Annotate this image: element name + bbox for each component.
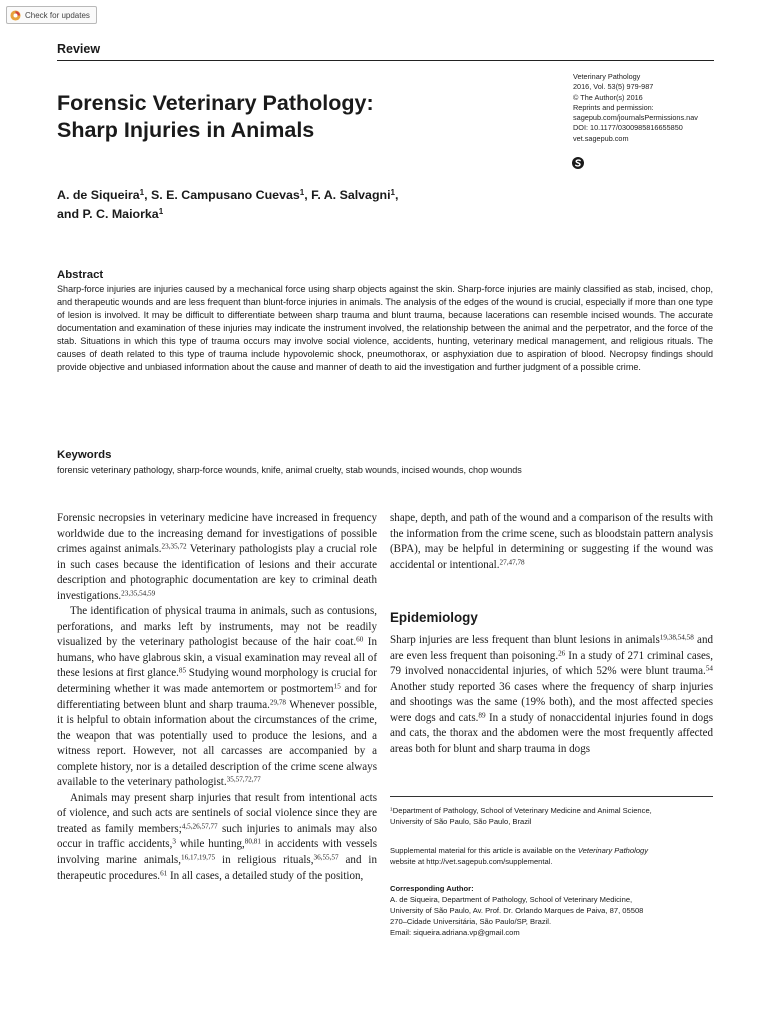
body-text: and for differentiating between blunt and sharp trauma. bbox=[57, 683, 377, 711]
body-text: while hunting, bbox=[175, 838, 245, 851]
footnote-line: University of São Paulo, Av. Prof. Dr. Orlando Marques de Paiva, 87, 05508 bbox=[390, 906, 644, 915]
citation-ref[interactable]: 60 bbox=[356, 635, 364, 644]
check-for-updates-badge[interactable] bbox=[6, 6, 97, 24]
citation-ref[interactable]: 19,38,54,58 bbox=[659, 633, 694, 642]
body-text: Sharp injuries are less frequent than blunt lesions in animals bbox=[390, 634, 660, 646]
citation-ref[interactable]: 26 bbox=[558, 648, 566, 657]
body-text: Studying wound morphology is crucial for determining whether it was made antemortem or postmortem bbox=[57, 667, 377, 696]
author-4-affil: 1 bbox=[158, 206, 164, 216]
affiliation-marker: 1 bbox=[390, 807, 393, 813]
doi-link[interactable]: DOI: 10.1177/0300985816655850 bbox=[573, 123, 683, 133]
body-text: Another study reported 36 cases where the frequency of sharp injuries and shootings was the same (19% both), and the most affected species were dogs and cats. bbox=[390, 680, 713, 724]
body-text: In a study of 271 criminal cases, 79 involved nonaccidental injuries, of which 52% were blunt trauma. bbox=[390, 649, 713, 678]
author-1: A. de Siqueira bbox=[57, 188, 140, 202]
author-line-end: , bbox=[395, 188, 399, 202]
paragraph bbox=[57, 791, 377, 884]
supplemental-link[interactable]: website at http://vet.sagepub.com/supplemental. bbox=[390, 857, 553, 866]
email-link[interactable]: Email: siqueira.adriana.vp@gmail.com bbox=[390, 928, 520, 937]
footnote-text: Department of Pathology, School of Veterinary Medicine and Animal Science, bbox=[392, 806, 652, 815]
author-line-2 bbox=[57, 205, 577, 224]
footnote-rule bbox=[390, 796, 713, 797]
footnote-line bbox=[390, 805, 720, 816]
journal-meta bbox=[573, 72, 733, 144]
check-for-updates-label: Check for updates bbox=[25, 10, 90, 20]
body-text: Animals may present sharp injuries that result from intentional acts of violence, and such acts are sentinels of social violence since they are treated as family members; bbox=[57, 791, 377, 835]
body-column-right-top bbox=[390, 511, 713, 573]
body-text: in accidents with vessels involving marine animals, bbox=[57, 838, 377, 867]
paragraph bbox=[57, 511, 377, 604]
title-line-1: Forensic Veterinary Pathology: bbox=[57, 91, 374, 115]
body-text: and in therapeutic procedures. bbox=[57, 854, 377, 882]
abstract-text: Sharp-force injuries are injuries caused by a mechanical force using sharp objects against the skin. Sharp-force injuries are mainly classified as stab, incised, chop, and therapeutic wounds and are less frequent than blunt-force injuries in animals. The analysis of the edges of the wound is crucial, especially if more than one type of lesion is involved. It may be difficult to differentiate between sharp trauma and blunt trauma, because lacerations can resemble incised wounds. The accurate documentation and examination of these injuries may indicate the instrument involved, the relationship between the animal and the perpetrator, and the force of the stab. Situations in which this type of trauma occurs may involve social violence, accidents, hunting, veterinary medical management, and religious rituals. The causes of death related to this type of trauma include hypovolemic shock, pneumothorax, or asphyxiation due to aspiration of blood. Necropsy findings should provide objective and unbiased information about the cause and manner of death to aid the investigation and further judgment of a possible crime. bbox=[57, 284, 713, 373]
citation-ref[interactable]: 35,57,72,77 bbox=[226, 775, 261, 784]
body-text: such injuries to animals may also occur in traffic accidents, bbox=[57, 822, 377, 851]
section-label: Review bbox=[57, 42, 101, 56]
body-text: In humans, who have glabrous skin, a visual examination may reveal all of these lesions at first glance. bbox=[57, 636, 377, 680]
citation-ref[interactable]: 89 bbox=[478, 711, 486, 720]
footnote-affiliation bbox=[390, 805, 720, 827]
abstract-heading: Abstract bbox=[57, 269, 104, 281]
body-column-left bbox=[57, 511, 377, 884]
paragraph bbox=[57, 604, 377, 791]
journal-copyright: © The Author(s) 2016 bbox=[573, 92, 643, 102]
author-3-affil: 1 bbox=[390, 187, 396, 197]
author-list bbox=[57, 186, 577, 223]
permissions-link[interactable]: sagepub.com/journalsPermissions.nav bbox=[573, 113, 698, 123]
keywords-text: forensic veterinary pathology, sharp-force wounds, knife, animal cruelty, stab wounds, incised wounds, chop wounds bbox=[57, 465, 522, 475]
body-text: In all cases, a detailed study of the position, bbox=[167, 869, 364, 882]
citation-ref[interactable]: 4,5,26,57,77 bbox=[181, 822, 218, 831]
citation-ref[interactable]: 16,17,19,75 bbox=[181, 853, 216, 862]
author-line-1 bbox=[57, 186, 577, 205]
footnote-line bbox=[390, 845, 720, 856]
citation-ref[interactable]: 85 bbox=[178, 666, 187, 675]
footnote-line bbox=[390, 883, 720, 894]
journal-volume: 2016, Vol. 53(5) 979-987 bbox=[573, 82, 654, 92]
body-text: and are even less frequent than poisoning. bbox=[390, 634, 713, 662]
body-column-right-epidemiology bbox=[390, 633, 713, 757]
author-2-affil: 1 bbox=[299, 187, 305, 197]
citation-ref[interactable]: 61 bbox=[160, 869, 168, 877]
citation-ref[interactable]: 29,78 bbox=[269, 697, 287, 706]
body-text: In a study of nonaccidental injuries found in dogs and cats, the thorax and the abdomen were the most frequently affected areas both for blunt and sharp trauma in dogs bbox=[390, 711, 713, 755]
citation-ref[interactable]: 15 bbox=[333, 682, 341, 691]
body-text: Veterinary pathologists play a crucial role in such cases because the identification of lesions and their accurate description and photographic documentation are key to criminal death investigations. bbox=[57, 543, 377, 602]
journal-name: Veterinary Pathology bbox=[573, 72, 641, 81]
body-text: Forensic necropsies in veterinary medicine have increased in frequency worldwide due to the increasing demand for investigations of possible crimes against animals. bbox=[57, 512, 377, 556]
footnote-line: 270–Cidade Universitária, São Paulo/SP, Brazil. bbox=[390, 917, 552, 926]
footnote-supplemental bbox=[390, 845, 720, 867]
paragraph bbox=[390, 633, 713, 757]
journal-name-italic: Veterinary Pathology bbox=[577, 846, 649, 855]
citation-ref[interactable]: 23,35,72 bbox=[161, 542, 187, 551]
check-for-updates-icon bbox=[10, 10, 21, 21]
paragraph bbox=[390, 511, 713, 573]
citation-ref[interactable]: 54 bbox=[705, 664, 713, 673]
body-text: Whenever possible, it is helpful to obtain information about the circumstances of the crime, the weapon that was potentially used to produce the lesions, and a witness report. However, not all carcasses are accompanied by a complete history, nor is a detailed description of the crime scene always available to the veterinary pathologist. bbox=[57, 698, 377, 789]
title-line-2: Sharp Injuries in Animals bbox=[57, 118, 315, 142]
footnote-text: Supplemental material for this article is available on the bbox=[390, 846, 578, 855]
author-2: , S. E. Campusano Cuevas bbox=[144, 188, 300, 202]
author-4: and P. C. Maiorka bbox=[57, 206, 159, 221]
citation-ref[interactable]: 23,35,54,59 bbox=[121, 589, 156, 598]
body-text: shape, depth, and path of the wound and a comparison of the results with the information from the crime scene, such as bloodstain pattern analysis (BPA), may be helpful in determining or suggesting if the wound was accidental or intentional. bbox=[390, 512, 713, 571]
article-title bbox=[57, 90, 487, 144]
body-text: in religious rituals, bbox=[215, 854, 314, 867]
citation-ref[interactable]: 80,81 bbox=[244, 837, 261, 846]
keywords-heading: Keywords bbox=[57, 449, 112, 461]
citation-ref[interactable]: 27,47,78 bbox=[499, 558, 525, 567]
footnote-line: A. de Siqueira, Department of Pathology, School of Veterinary Medicine, bbox=[390, 895, 633, 904]
author-1-affil: 1 bbox=[139, 187, 145, 197]
body-text: The identification of physical trauma in animals, such as contusions, perforations, and marks left by instruments, may not be readily visualized by the veterinary pathologist because of the hair coat. bbox=[57, 605, 377, 649]
header-rule bbox=[57, 60, 714, 61]
citation-ref[interactable]: 36,55,57 bbox=[313, 853, 339, 862]
footnote-corresponding-author bbox=[390, 883, 720, 938]
author-3: , F. A. Salvagni bbox=[304, 188, 391, 202]
journal-site-link[interactable]: vet.sagepub.com bbox=[573, 133, 629, 143]
citation-ref[interactable]: 3 bbox=[172, 837, 176, 846]
corresponding-author-heading: Corresponding Author: bbox=[390, 884, 474, 893]
sage-s-logo-icon bbox=[572, 157, 584, 169]
footnote-line: University of São Paulo, São Paulo, Brazil bbox=[390, 817, 532, 826]
journal-reprints: Reprints and permission: bbox=[573, 102, 654, 112]
epidemiology-heading: Epidemiology bbox=[390, 610, 478, 625]
